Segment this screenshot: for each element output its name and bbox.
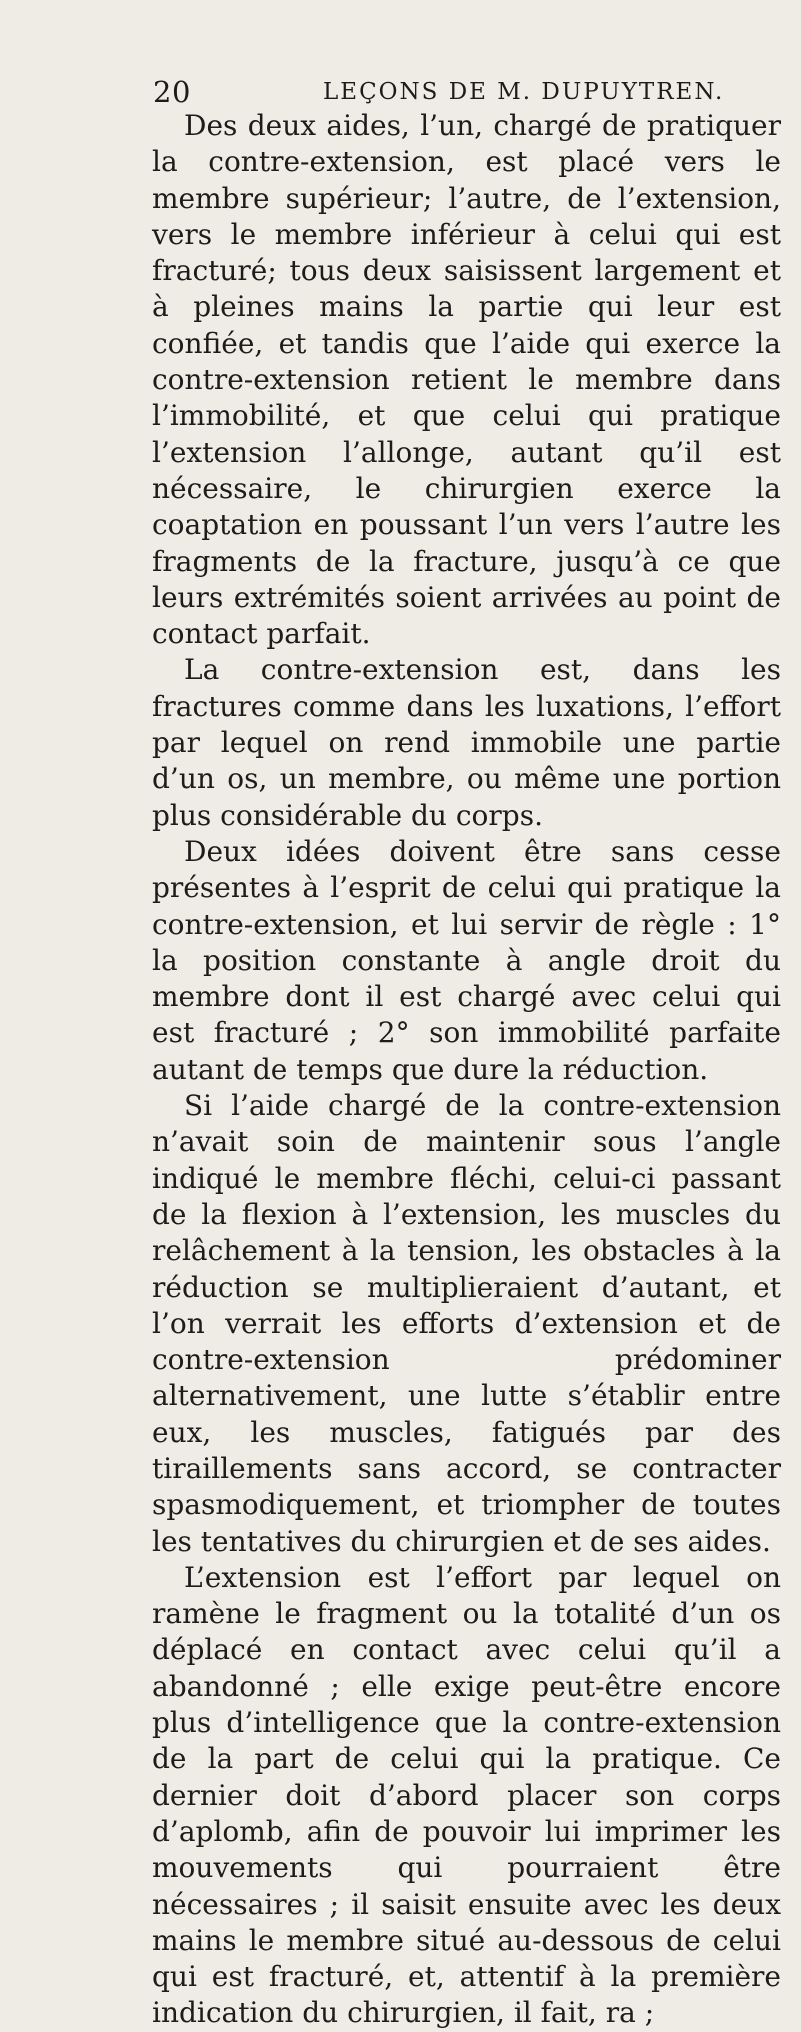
running-title: LEÇONS DE M. DUPUYTREN.	[323, 79, 725, 105]
paragraph-4: Si l’aide chargé de la contre-extension n’avait soin de maintenir sous l’angle indiqué le membre fléchi, celui-ci passant de la flexion à l’extension, les muscles du relâchement à la tension, les obstacles à la réduction se multiplieraient d’autant, et l’on verrait les efforts d’extension et de contre-extension prédominer alternativement, une lutte s’établir entre eux, les muscles, fatigués par des tiraillements sans accord, se contracter spasmodiquement, et triompher de toutes les tentatives du chirurgien et de ses aides.	[152, 1089, 781, 1558]
body-text	[152, 108, 781, 2032]
paragraph-2: La contre-extension est, dans les fractures comme dans les luxations, l’effort par lequel on rend immobile une partie d’un os, un membre, ou même une portion plus considérable du corps.	[152, 653, 781, 832]
page-header	[153, 72, 773, 112]
paragraph-1: Des deux aides, l’un, chargé de pratiquer la contre-extension, est placé vers le membre supérieur; l’autre, de l’extension, vers le membre inférieur à celui qui est fracturé; tous deux saisissent largement et à pleines mains la partie qui leur est confiée, et tandis que l’aide qui exerce la contre-extension retient le membre dans l’immobilité, et que celui qui pratique l’extension l’allonge, autant qu’il est nécessaire, le chirurgien exerce la coaptation en poussant l’un vers l’autre les fragments de la fracture, jusqu’à ce que leurs extrémités soient arrivées au point de contact parfait.	[152, 109, 781, 651]
paragraph-5: L’extension est l’effort par lequel on ramène le fragment ou la totalité d’un os déplacé en contact avec celui qu’il a abandonné ; elle exige peut-être encore plus d’intelligence que la contre-extension de la part de celui qui la pratique. Ce dernier doit d’abord placer son corps d’aplomb, afin de pouvoir lui imprimer les mouvements qui pourraient être nécessaires ; il saisit ensuite avec les deux mains le membre situé au-dessous de celui qui est fracturé, et, attentif à la première indication du chirurgien, il fait, ra ;	[152, 1560, 781, 2030]
paragraph-3: Deux idées doivent être sans cesse présentes à l’esprit de celui qui pratique la contre-extension, et lui servir de règle : 1° la position constante à angle droit du membre dont il est chargé avec celui qui est fracturé ; 2° son immobilité parfaite autant de temps que dure la réduction.	[152, 834, 781, 1086]
page-number: 20	[153, 75, 191, 109]
